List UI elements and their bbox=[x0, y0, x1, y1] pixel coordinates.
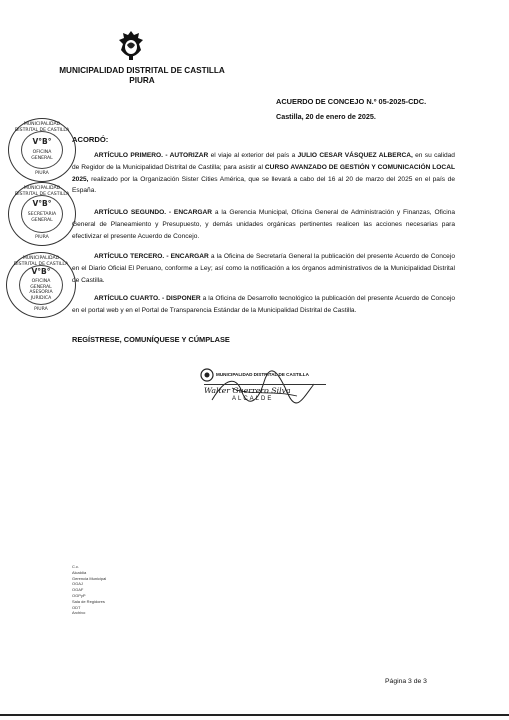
bottom-edge-line bbox=[0, 714, 509, 716]
mayor-signature-block bbox=[200, 366, 330, 416]
article-third: ARTÍCULO TERCERO. - ENCARGAR a la Oficina de Secretaría General la publicación del presente Acuerdo de Concejo en el Diario Oficial El Peruano, conforme a Ley; así como la notificación a los órganos administrativos de la Municipalidad Distrital de Castilla. bbox=[72, 253, 455, 284]
agreement-date: Castilla, 20 de enero de 2025. bbox=[276, 112, 376, 121]
approval-stamp-1: MUNICIPALIDAD DISTRITAL DE CASTILLA V°B° OFICINA GENERAL PIURA bbox=[8, 118, 76, 182]
article-first-lead: ARTÍCULO PRIMERO. - AUTORIZAR bbox=[94, 152, 209, 159]
cc-item: Sala de Regidores bbox=[72, 598, 105, 604]
municipality-city: PIURA bbox=[129, 76, 155, 85]
article-second: ARTÍCULO SEGUNDO. - ENCARGAR a la Gerencia Municipal, Oficina General de Administración y Finanzas, Oficina General de Planeamiento y Presupuesto, y demás unidades orgánicas pertinentes realicen las acciones necesarias para efectivizar el presente Acuerdo de Concejo. bbox=[72, 209, 455, 240]
approval-stamp-3: MUNICIPALIDAD DISTRITAL DE CASTILLA V°B° OFICINA GENERAL ASESORIA JURIDICA PIURA bbox=[6, 252, 76, 318]
article-first: ARTÍCULO PRIMERO. - AUTORIZAR el viaje al exterior del país a JULIO CESAR VÁSQUEZ ALBERCA, en su calidad de Regidor de la Municipalidad Distrital de Castilla; para asistir al CURSO AVANZADO DE GESTIÓN Y COMUNICACIÓN LOCAL 2025, realizado por la Organización Sister Cities América, que se llevará a cabo del 16 al 20 de marzo del 2025 en el país de España. bbox=[72, 152, 455, 195]
cc-list: C.c. Alcaldía Gerencia Municipal OGAJ OGAF OGPyP Sala de Regidores ODT Archivo bbox=[72, 564, 152, 616]
signature-stamp-line: MUNICIPALIDAD DISTRITAL DE CASTILLA bbox=[216, 372, 309, 377]
acordo-heading: ACORDÓ: bbox=[72, 135, 109, 144]
article-second-lead: ARTÍCULO SEGUNDO. - ENCARGAR bbox=[94, 209, 213, 216]
approval-stamp-2: MUNICIPALIDAD DISTRITAL DE CASTILLA V°B° SECRETARIA GENERAL PIURA bbox=[8, 182, 76, 246]
article-third-lead: ARTÍCULO TERCERO. - ENCARGAR bbox=[94, 253, 209, 260]
page-number: Página 3 de 3 bbox=[385, 678, 427, 685]
cc-item: ODT bbox=[72, 604, 81, 610]
cc-item: OGAF bbox=[72, 587, 84, 593]
cc-item: Archivo bbox=[72, 610, 86, 616]
municipality-name: MUNICIPALIDAD DISTRITAL DE CASTILLA bbox=[59, 66, 225, 75]
mayor-name: Walter Guerrero Silva bbox=[204, 386, 291, 395]
article-fourth-lead: ARTÍCULO CUARTO. - DISPONER bbox=[94, 295, 201, 302]
article-fourth: ARTÍCULO CUARTO. - DISPONER a la Oficina de Desarrollo tecnológico la publicación del presente Acuerdo de Concejo en el portal web y en el Portal de Transparencia Estándar de la Municipalidad Distrital de Castilla. bbox=[72, 295, 455, 314]
agreement-title: ACUERDO DE CONCEJO N.º 05-2025-CDC. bbox=[276, 97, 427, 106]
closing-formula: REGÍSTRESE, COMUNÍQUESE Y CÚMPLASE bbox=[72, 335, 230, 344]
mayor-role: ALCALDE bbox=[232, 396, 274, 402]
cc-item: OGAJ bbox=[72, 581, 83, 587]
cc-item: Gerencia Municipal bbox=[72, 575, 107, 581]
cc-item: OGPyP bbox=[72, 592, 86, 598]
cc-item: Alcaldía bbox=[72, 569, 87, 575]
coat-of-arms-logo bbox=[117, 30, 145, 64]
